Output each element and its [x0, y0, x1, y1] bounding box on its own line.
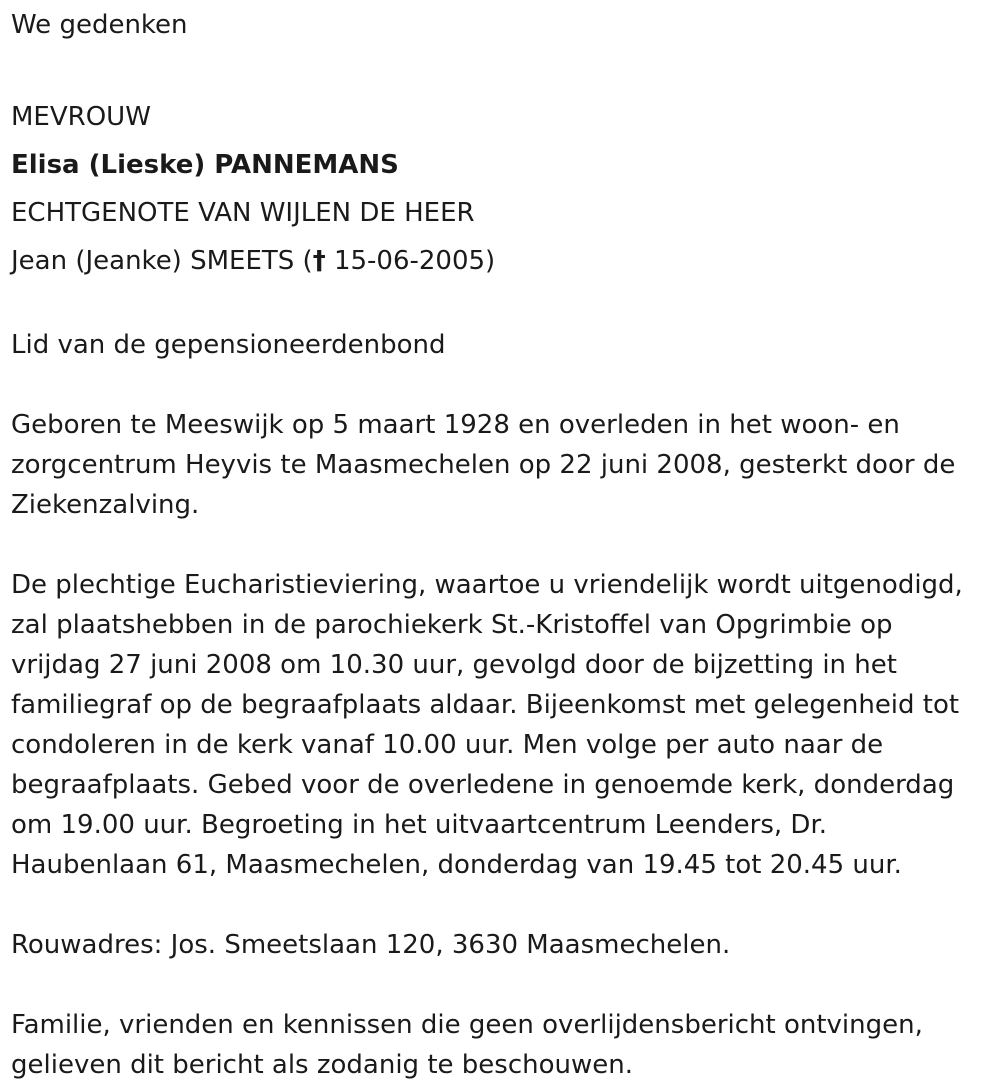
paragraph-line: vrijdag 27 juni 2008 om 10.30 uur, gevolgd door de bijzetting in het [11, 650, 897, 680]
paragraph-line: zorgcentrum Heyvis te Maasmechelen op 22 juni 2008, gesterkt door de [11, 450, 956, 480]
membership-text: Lid van de gepensioneerdenbond [11, 330, 446, 360]
birth-death-paragraph [11, 405, 990, 525]
spacer [11, 965, 990, 1005]
spacer [11, 525, 990, 565]
spouse-death-date: 15-06-2005) [325, 246, 496, 276]
paragraph-line: gelieven dit bericht als zodanig te beschouwen. [11, 1050, 633, 1080]
spacer [11, 885, 990, 925]
mourning-address: Rouwadres: Jos. Smeetslaan 120, 3630 Maasmechelen. [11, 930, 731, 960]
spacer [11, 365, 990, 405]
paragraph-line: familiegraf op de begraafplaats aldaar. Bijeenkomst met gelegenheid tot [11, 690, 960, 720]
paragraph-line: Geboren te Meeswijk op 5 maart 1928 en overleden in het woon- en [11, 410, 900, 440]
paragraph-line: Haubenlaan 61, Maasmechelen, donderdag van 19.45 tot 20.45 uur. [11, 850, 902, 880]
title-line: MEVROUW [11, 102, 151, 132]
ceremony-paragraph [11, 565, 990, 885]
cross-icon: † [312, 246, 326, 276]
paragraph-line: De plechtige Eucharistieviering, waartoe u vriendelijk wordt uitgenodigd, [11, 570, 963, 600]
closing-paragraph [11, 1005, 990, 1085]
paragraph-line: Familie, vrienden en kennissen die geen overlijdensbericht ontvingen, [11, 1010, 923, 1040]
paragraph-line: zal plaatshebben in de parochiekerk St.-Kristoffel van Opgrimbie op [11, 610, 893, 640]
deceased-heading [11, 93, 990, 285]
paragraph-line: Ziekenzalving. [11, 490, 200, 520]
spouse-label: ECHTGENOTE VAN WIJLEN DE HEER [11, 198, 475, 228]
paragraph-line: begraafplaats. Gebed voor de overledene in genoemde kerk, donderdag [11, 770, 955, 800]
spacer [11, 45, 990, 85]
intro-text: We gedenken [11, 10, 188, 40]
spouse-line [11, 237, 990, 285]
deceased-name: Elisa (Lieske) PANNEMANS [11, 150, 399, 180]
paragraph-line: om 19.00 uur. Begroeting in het uitvaartcentrum Leenders, Dr. [11, 810, 828, 840]
paragraph-line: condoleren in de kerk vanaf 10.00 uur. Men volge per auto naar de [11, 730, 884, 760]
spacer [11, 285, 990, 325]
spouse-name: Jean (Jeanke) SMEETS ( [11, 246, 313, 276]
